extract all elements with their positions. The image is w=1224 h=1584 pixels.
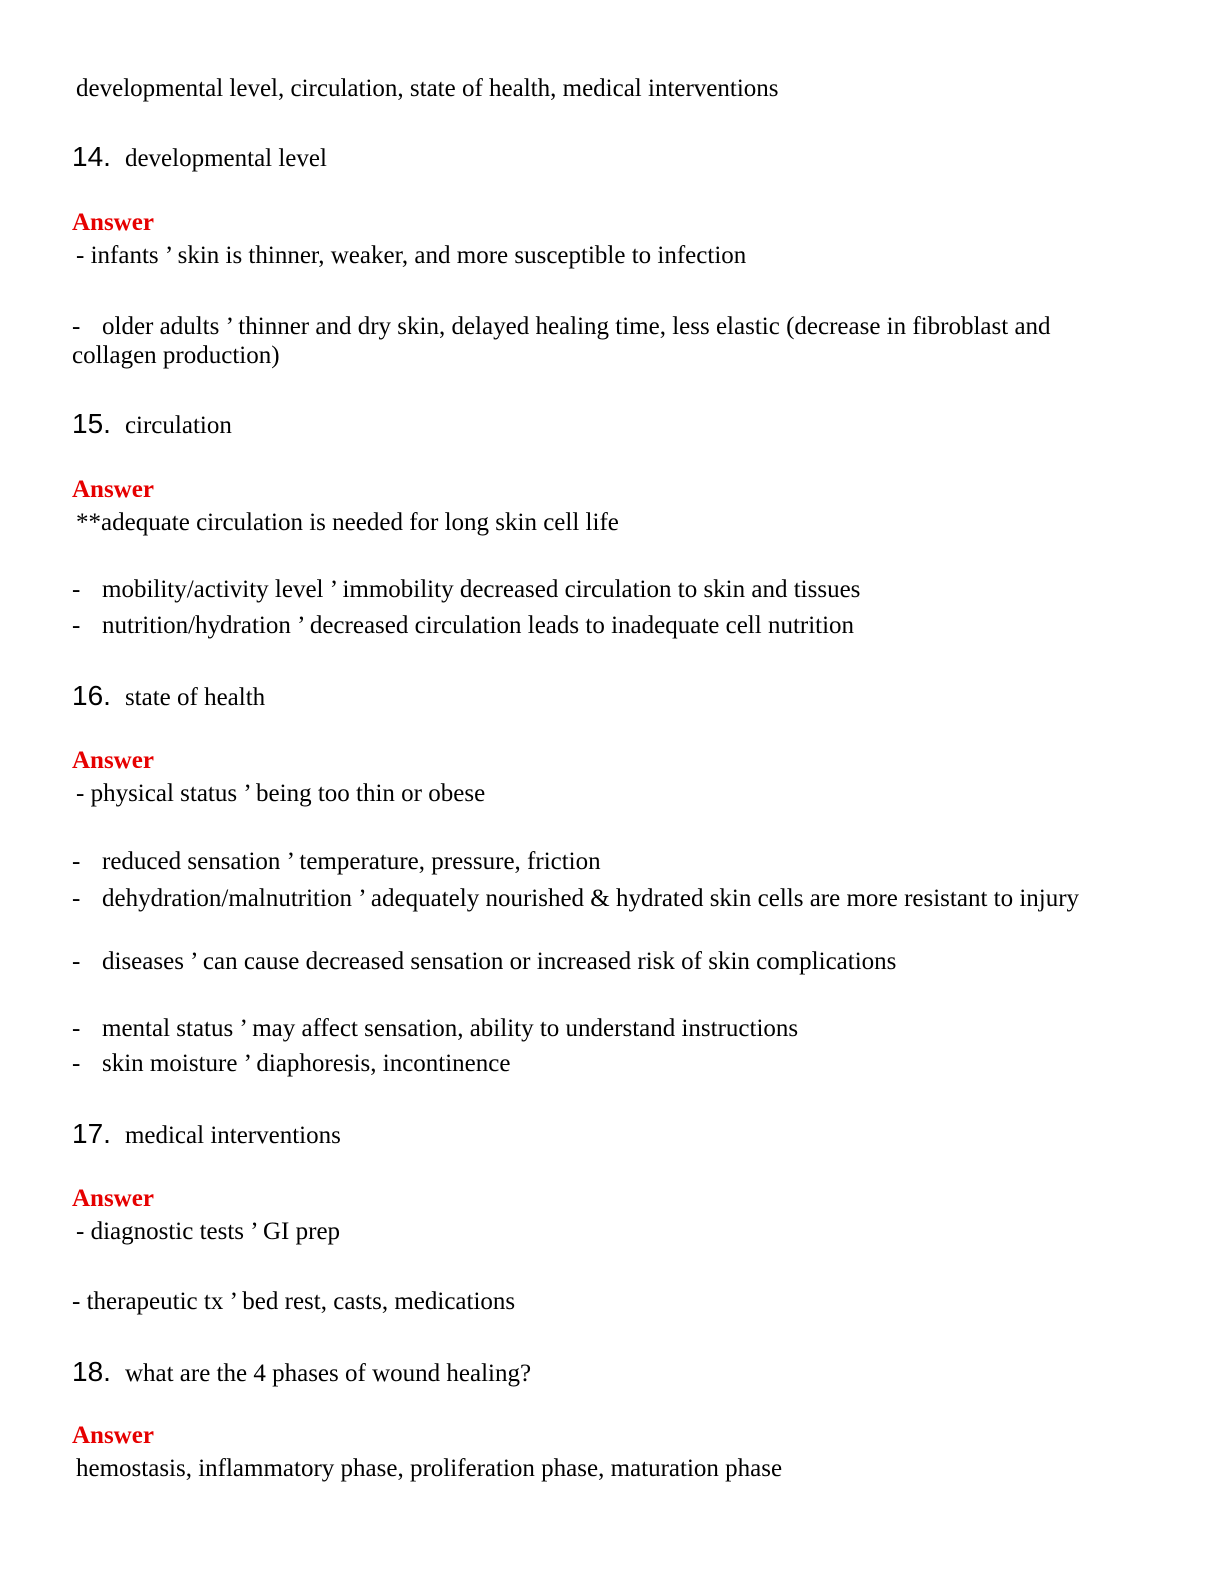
question-number: 16. — [72, 680, 111, 711]
answer-line: - dehydration/malnutrition ’ adequately nourished & hydrated skin cells are more resistant to injury — [72, 885, 1080, 912]
dash-bullet: - — [72, 612, 81, 639]
dash-bullet: - — [72, 576, 81, 603]
question-14 — [72, 142, 1114, 173]
question-text: what are the 4 phases of wound healing? — [124, 1360, 532, 1387]
question-text: developmental level — [124, 145, 327, 172]
dash-bullet: - — [72, 848, 81, 875]
question-number: 14. — [72, 141, 111, 172]
question-17 — [72, 1119, 1114, 1150]
question-text: circulation — [124, 412, 232, 439]
dash-bullet: - — [72, 948, 81, 975]
answer-line: - infants ’ skin is thinner, weaker, and more susceptible to infection — [76, 242, 747, 269]
answer-line: - older adults ’ thinner and dry skin, delayed healing time, less elastic (decrease in fibroblast and collagen production) — [72, 313, 1051, 369]
answer-line: - diagnostic tests ’ GI prep — [76, 1218, 341, 1245]
question-number: 18. — [72, 1356, 111, 1387]
answer-line: **adequate circulation is needed for long skin cell life — [76, 509, 619, 536]
answer-label: Answer — [72, 1185, 154, 1212]
question-text: state of health — [124, 684, 266, 711]
answer-line: - skin moisture ’ diaphoresis, incontinence — [72, 1050, 511, 1077]
answer-line: - physical status ’ being too thin or obese — [76, 780, 486, 807]
dash-bullet: - — [72, 313, 81, 340]
question-number: 17. — [72, 1118, 111, 1149]
question-15 — [72, 409, 1114, 440]
answer-line: - diseases ’ can cause decreased sensation or increased risk of skin complications — [72, 948, 897, 975]
answer-line: - therapeutic tx ’ bed rest, casts, medications — [72, 1288, 516, 1315]
answer-label: Answer — [72, 209, 154, 236]
answer-line: - reduced sensation ’ temperature, pressure, friction — [72, 848, 601, 875]
intro-text: developmental level, circulation, state of health, medical interventions — [76, 75, 779, 102]
answer-line: - mobility/activity level ’ immobility decreased circulation to skin and tissues — [72, 576, 861, 603]
dash-bullet: - — [72, 1050, 81, 1077]
answer-label: Answer — [72, 747, 154, 774]
dash-bullet: - — [72, 885, 81, 912]
answer-line: - mental status ’ may affect sensation, ability to understand instructions — [72, 1015, 799, 1042]
answer-line: hemostasis, inflammatory phase, proliferation phase, maturation phase — [76, 1455, 783, 1482]
answer-line: - nutrition/hydration ’ decreased circulation leads to inadequate cell nutrition — [72, 612, 855, 639]
question-16 — [72, 681, 1114, 712]
question-text: medical interventions — [124, 1122, 341, 1149]
question-18 — [72, 1357, 1114, 1388]
answer-label: Answer — [72, 476, 154, 503]
question-number: 15. — [72, 408, 111, 439]
answer-label: Answer — [72, 1422, 154, 1449]
dash-bullet: - — [72, 1015, 81, 1042]
